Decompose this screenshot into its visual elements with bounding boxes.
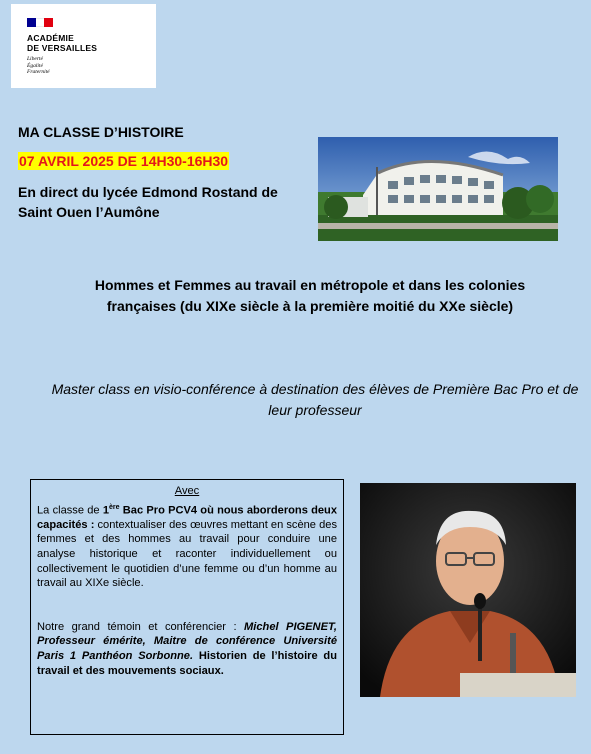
speaker-paragraph [37,620,337,678]
class-description: contextualiser des œuvres mettant en scène des femmes et des hommes au travail pour conduire une analyse historique et raconter individuellement ou collectivement le quotidien d’une femme ou d’un homme au travail au XIXe siècle. [37,518,337,590]
event-location: En direct du lycée Edmond Rostand de Saint Ouen l’Aumône [18,184,278,220]
speaker-role: Historien de l’histoire du travail et des mouvements sociaux. [37,650,337,677]
speaker-name: Michel PIGENET, Professeur émérite, Maitre de conférence Université Paris 1 Panthéon Sorbonne. [37,620,337,663]
speaker-portrait-photo [360,483,576,697]
class-text: La classe de [37,504,103,517]
academie-name: ACADÉMIE DE VERSAILLES [27,33,98,53]
class-year: 1 [102,504,110,517]
details-heading: Avec [174,485,200,497]
conference-subject: Hommes et Femmes au travail en métropole et dans les colonies françaises (du XIXe siècle à la première moitié du XXe siècle) [94,277,526,314]
republic-flag-icon [27,18,53,27]
republic-motto: Liberté Égalité Fraternité [27,56,50,75]
class-paragraph [37,501,337,591]
class-capacities: Bac Pro PCV4 où nous aborderons deux capacités : [37,504,337,531]
conference-intro: Master class en visio-conférence à destination des élèves de Première Bac Pro et de leur professeur [51,381,579,418]
event-date: 07 AVRIL 2025 DE 14H30-16H30 [19,153,229,169]
lycee-building-photo [318,137,558,241]
speaker-intro: Notre grand témoin et conférencier : [37,620,245,633]
details-box [30,479,344,735]
page-title: MA CLASSE D’HISTOIRE [18,124,184,140]
class-year-suffix: ère [109,503,120,511]
academie-logo [11,4,156,88]
